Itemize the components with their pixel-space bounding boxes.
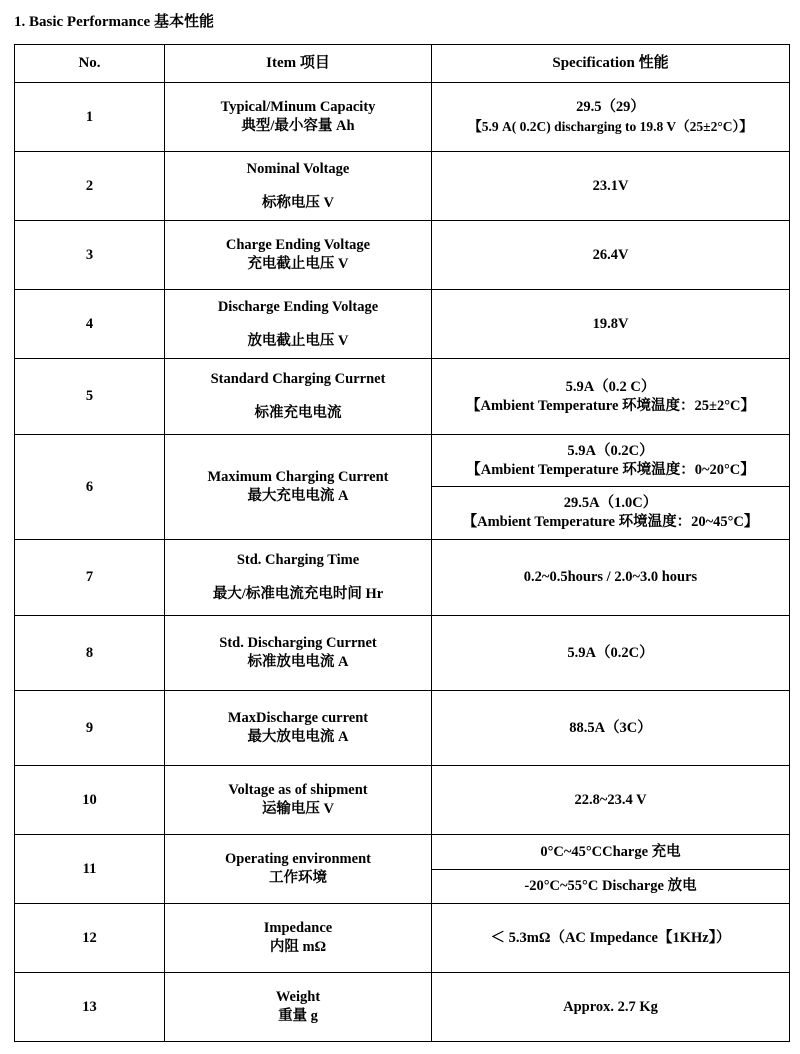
item-english: Maximum Charging Current (207, 469, 389, 485)
spec-cell: 23.1V (432, 152, 790, 221)
spec-line: 5.9A（0.2 C） (565, 378, 656, 395)
spec-line: 【Ambient Temperature 环境温度：0~20°C】 (466, 461, 755, 478)
item-english: Voltage as of shipment (228, 782, 368, 798)
spec-cell: ＜ 5.3mΩ（AC Impedance【1KHz】） (432, 904, 790, 973)
spec-cell: -20°C~55°C Discharge 放电 (432, 870, 790, 904)
row-number: 2 (15, 152, 165, 221)
row-number: 12 (15, 904, 165, 973)
item-cell (165, 835, 432, 904)
row-number: 3 (15, 221, 165, 290)
row-number: 11 (15, 835, 165, 904)
table-row (15, 540, 790, 616)
spec-cell (432, 435, 790, 487)
item-cell (165, 973, 432, 1042)
item-chinese: 标称电压 V (261, 194, 335, 211)
spec-cell: 5.9A（0.2C） (432, 616, 790, 691)
section-title: 1. Basic Performance 基本性能 (14, 14, 214, 30)
item-english: Nominal Voltage (246, 160, 350, 177)
header-item: Item 项目 (165, 45, 432, 83)
table-row (15, 152, 790, 221)
item-cell (165, 83, 432, 152)
table-row (15, 835, 790, 870)
spec-cell: 22.8~23.4 V (432, 766, 790, 835)
header-spec: Specification 性能 (432, 45, 790, 83)
item-chinese: 标准充电电流 (254, 405, 342, 421)
item-cell (165, 435, 432, 540)
item-chinese: 典型/最小容量 Ah (241, 118, 355, 134)
spec-line: 【Ambient Temperature 环境温度：20~45°C】 (462, 514, 759, 530)
table-row (15, 290, 790, 359)
spec-cell (432, 83, 790, 152)
item-chinese: 放电截止电压 V (247, 332, 349, 349)
table-row (15, 616, 790, 691)
table-row (15, 435, 790, 487)
item-english: Operating environment (225, 851, 371, 867)
item-english: MaxDischarge current (227, 710, 369, 726)
spec-cell: 26.4V (432, 221, 790, 290)
spec-line: 29.5A（1.0C） (563, 495, 658, 511)
row-number: 1 (15, 83, 165, 152)
row-number: 7 (15, 540, 165, 616)
item-cell (165, 152, 432, 221)
spec-cell: 0°C~45°CCharge 充电 (432, 835, 790, 870)
item-chinese: 内阻 mΩ (269, 939, 327, 955)
table-row (15, 766, 790, 835)
spec-cell: Approx. 2.7 Kg (432, 973, 790, 1042)
row-number: 4 (15, 290, 165, 359)
item-chinese: 最大充电电流 A (247, 488, 349, 504)
item-cell (165, 904, 432, 973)
basic-performance-table (14, 44, 790, 1042)
header-no: No. (15, 45, 165, 83)
header-row (15, 45, 790, 83)
table-row (15, 83, 790, 152)
item-cell (165, 691, 432, 766)
spec-cell (432, 359, 790, 435)
item-english: Weight (275, 989, 321, 1005)
item-cell (165, 221, 432, 290)
table-row (15, 359, 790, 435)
item-cell (165, 290, 432, 359)
item-chinese: 运输电压 V (261, 801, 335, 817)
table-row (15, 691, 790, 766)
item-english: Standard Charging Currnet (210, 371, 386, 387)
item-english: Typical/Minum Capacity (220, 99, 376, 115)
spec-line: 29.5（29） (576, 99, 645, 115)
item-chinese: 工作环境 (269, 870, 327, 886)
table-row (15, 973, 790, 1042)
table-row (15, 904, 790, 973)
row-number: 6 (15, 435, 165, 540)
item-cell (165, 540, 432, 616)
row-number: 10 (15, 766, 165, 835)
item-english: Std. Discharging Currnet (219, 635, 377, 651)
spec-cell: 19.8V (432, 290, 790, 359)
item-chinese: 重量 g (278, 1008, 318, 1024)
spec-cell: 88.5A（3C） (432, 691, 790, 766)
item-english: Discharge Ending Voltage (217, 298, 379, 315)
spec-cell: 0.2~0.5hours / 2.0~3.0 hours (432, 540, 790, 616)
item-cell (165, 359, 432, 435)
row-number: 13 (15, 973, 165, 1042)
table-row (15, 221, 790, 290)
item-english: Std. Charging Time (236, 552, 360, 568)
spec-line: 【Ambient Temperature 环境温度：25±2°C】 (466, 397, 755, 414)
item-chinese: 最大放电电流 A (247, 729, 349, 745)
item-chinese: 充电截止电压 V (247, 256, 349, 272)
item-english: Impedance (263, 920, 333, 936)
item-english: Charge Ending Voltage (225, 237, 371, 253)
item-cell (165, 766, 432, 835)
spec-line: 5.9A（0.2C） (567, 442, 654, 459)
row-number: 9 (15, 691, 165, 766)
spec-cell (432, 487, 790, 540)
row-number: 8 (15, 616, 165, 691)
item-chinese: 最大/标准电流充电时间 Hr (212, 586, 384, 602)
item-cell (165, 616, 432, 691)
item-chinese: 标准放电电流 A (247, 654, 349, 670)
row-number: 5 (15, 359, 165, 435)
spec-line: 【5.9 A( 0.2C) discharging to 19.8 V（25±2°C）】 (468, 119, 753, 134)
